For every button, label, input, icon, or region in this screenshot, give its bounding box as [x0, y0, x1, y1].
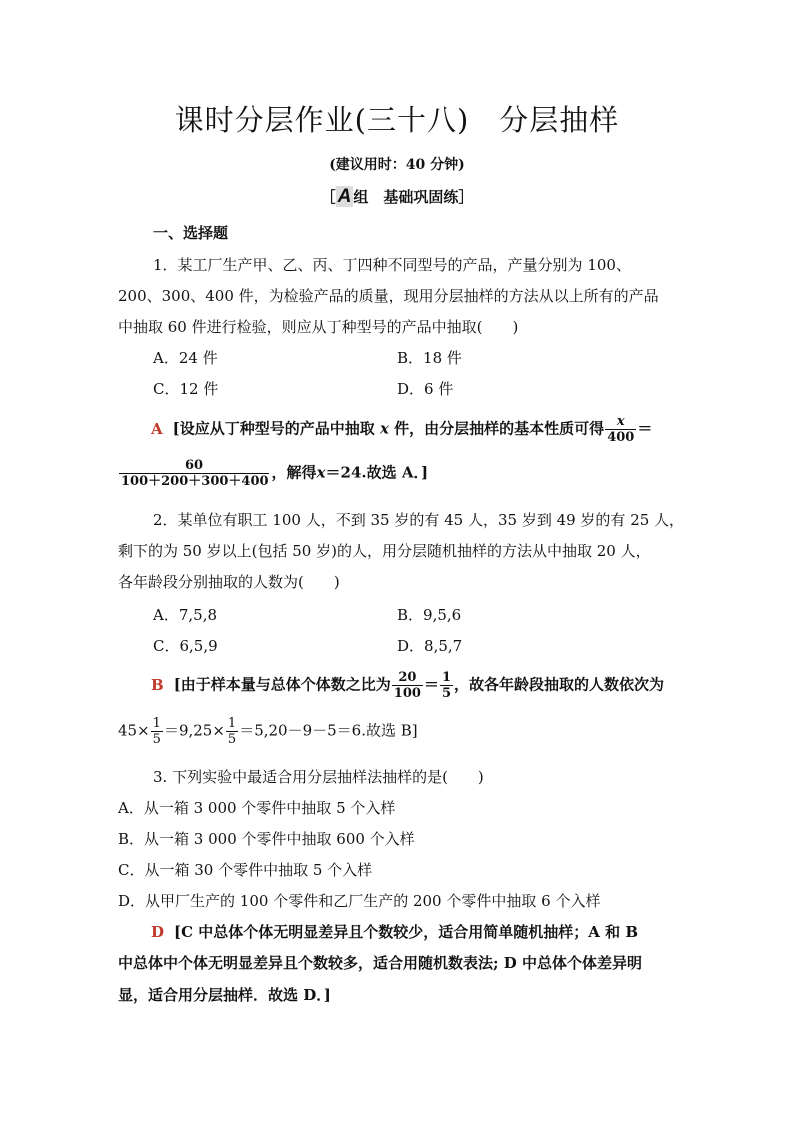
q2-line-1: 2．某单位有职工 100 人，不到 35 岁的有 45 人，35 岁到 49 岁的有 25 人，: [153, 511, 685, 529]
q3-explanation-line-1: D [C 中总体个体无明显差异且个数较少，适合用简单随机抽样；A 和 B: [151, 923, 639, 941]
q1-fraction-60-total: $\frac{60}{100+200+300+400}$: [121, 458, 269, 489]
q2-line-3: 各年龄段分别抽取的人数为( ): [118, 573, 340, 591]
group-mark: A: [337, 186, 352, 207]
q1-option-c: C．12 件: [153, 380, 219, 398]
q1-line-3: 中抽取 60 件进行检验，则应从丁种型号的产品中抽取( ): [118, 318, 519, 336]
suggested-time: (建议用时：40 分钟): [329, 157, 465, 173]
q2-explanation-line-1: B [由于样本量与总体个体数之比为 $\frac{20}{100}$ ＝ $\frac{1}{5}$ ，故各年龄段抽取的人数依次为: [151, 670, 665, 701]
q1-option-d: D．6 件: [397, 380, 454, 398]
q1-line-2: 200、300、400 件，为检验产品的质量，现用分层抽样的方法从以上所有的产品: [118, 287, 659, 305]
q2-fraction-1-5-b: $\frac{1}{5}$: [227, 716, 237, 747]
q3-explanation-line-3: 显，适合用分层抽样．故选 D．]: [118, 986, 331, 1004]
q1-explanation-line-1: A [设应从丁种型号的产品中抽取 x 件，由分层抽样的基本性质可得 $\frac{x}{400}$ ＝: [151, 414, 653, 445]
q1-fraction-x-400: $\frac{x}{400}$: [607, 414, 635, 445]
q2-option-d: D．8,5,7: [397, 637, 463, 655]
q1-answer: A: [151, 419, 163, 438]
q1-option-b: B．18 件: [397, 349, 462, 367]
q1-option-a: A．24 件: [153, 349, 218, 367]
q1-explanation-line-2: $\frac{60}{100+200+300+400}$ ，解得x＝24.故选 A．]: [121, 458, 429, 489]
q3-option-b: B．从一箱 3 000 个零件中抽取 600 个入样: [118, 830, 415, 848]
section-heading: 一、选择题: [153, 224, 229, 242]
page-title: 课时分层作业(三十八) 分层抽样: [174, 103, 620, 137]
q3-explanation-line-2: 中总体中个体无明显差异且个数较多，适合用随机数表法; D 中总体个体差异明: [118, 954, 642, 972]
q3-option-c: C．从一箱 30 个零件中抽取 5 个入样: [118, 861, 373, 879]
q3-option-d: D．从甲厂生产的 100 个零件和乙厂生产的 200 个零件中抽取 6 个入样: [118, 892, 601, 910]
q2-answer: B: [151, 675, 164, 694]
q1-line-1: 1．某工厂生产甲、乙、丙、丁四种不同型号的产品，产量分别为 100、: [153, 256, 631, 274]
q2-fraction-20-100: $\frac{20}{100}$: [393, 670, 421, 701]
group-bracket-open: ［: [320, 188, 336, 206]
group-bracket-close: ］: [458, 188, 474, 206]
q2-line-2: 剩下的为 50 岁以上(包括 50 岁)的人，用分层随机抽样的方法从中抽取 20 人，: [118, 542, 651, 560]
q2-option-b: B．9,5,6: [397, 606, 462, 624]
q2-option-a: A．7,5,8: [153, 606, 217, 624]
q2-explanation-line-2: 45× $\frac{1}{5}$ ＝9,25× $\frac{1}{5}$ ＝5,20－9－5＝6.故选 B]: [118, 716, 418, 747]
q2-fraction-1-5: $\frac{1}{5}$: [441, 670, 451, 701]
q3-answer: D: [151, 923, 165, 941]
group-heading: [0, 186, 794, 208]
group-label: 组 基础巩固练: [353, 188, 459, 206]
q2-fraction-1-5-a: $\frac{1}{5}$: [152, 716, 161, 747]
q3-line-1: 3. 下列实验中最适合用分层抽样法抽样的是( ): [153, 768, 484, 786]
q2-option-c: C．6,5,9: [153, 637, 218, 655]
q3-option-a: A．从一箱 3 000 个零件中抽取 5 个入样: [118, 799, 396, 817]
